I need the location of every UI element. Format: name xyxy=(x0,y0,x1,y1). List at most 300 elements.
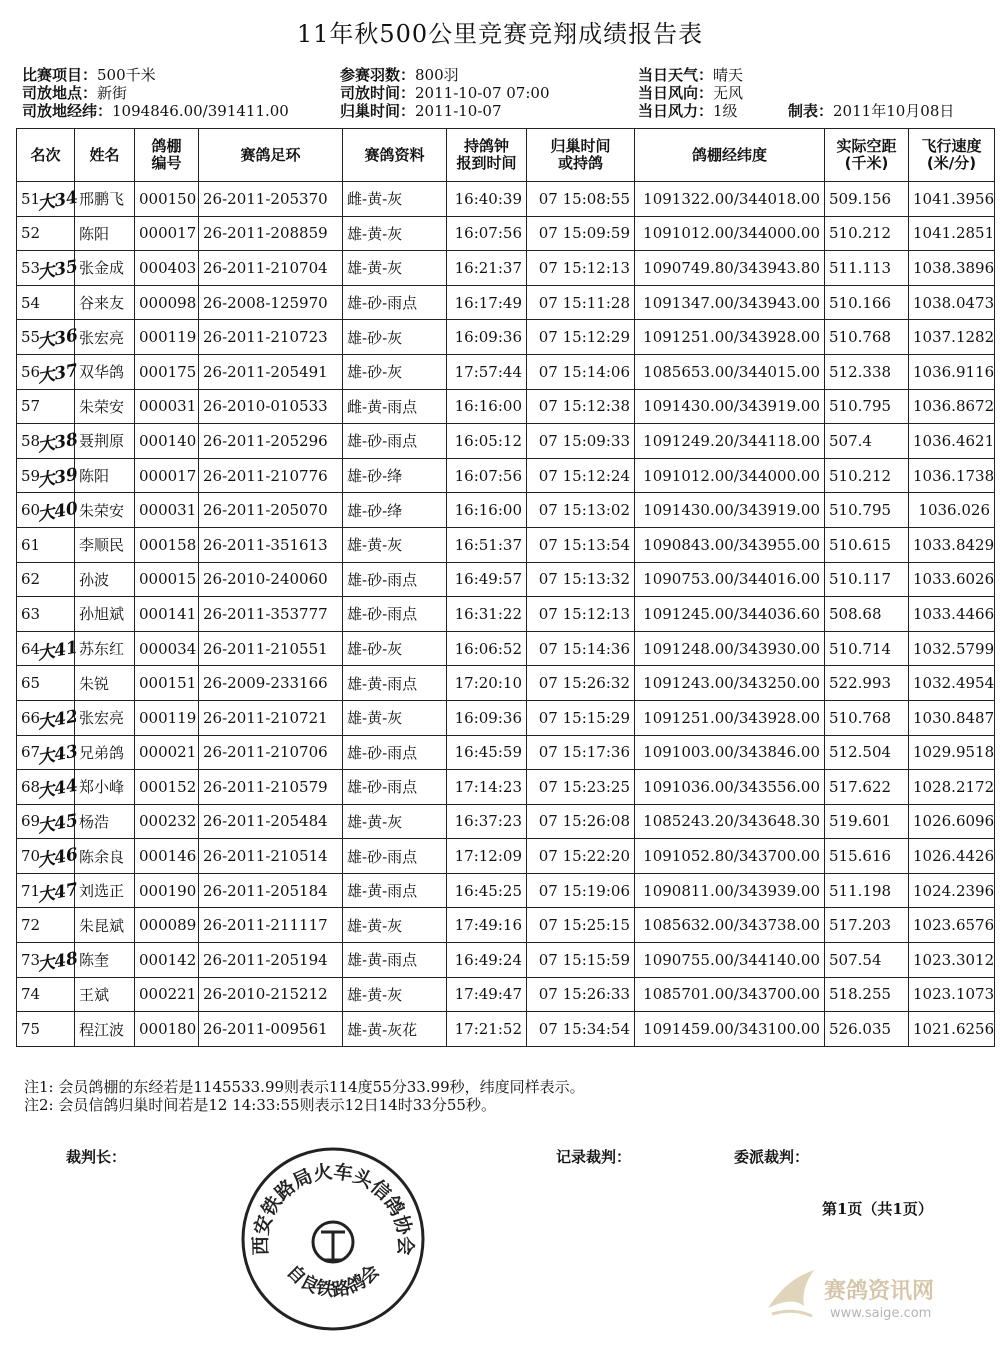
coords-cell: 1090843.00/343955.00 xyxy=(635,527,825,562)
ring-cell: 26-2011-009561 xyxy=(199,1012,343,1047)
table-row xyxy=(17,251,995,286)
rank-cell: 63 xyxy=(17,597,75,632)
name-cell: 孙旭斌 xyxy=(75,597,135,632)
loft-cell: 000031 xyxy=(135,389,199,424)
ring-cell: 26-2011-205491 xyxy=(199,354,343,389)
distance-cell: 510.795 xyxy=(825,493,909,528)
clock-cell: 16:05:12 xyxy=(447,424,527,459)
clock-cell: 17:49:16 xyxy=(447,908,527,943)
rank-cell: 65 xyxy=(17,666,75,701)
clock-cell: 16:16:00 xyxy=(447,493,527,528)
speed-cell: 1024.2396 xyxy=(909,873,995,908)
speed-cell: 1026.6096 xyxy=(909,804,995,839)
name-cell: 王斌 xyxy=(75,977,135,1012)
rank-cell: 68 大44 xyxy=(17,770,75,805)
rank-cell: 52 xyxy=(17,216,75,251)
speed-cell: 1038.0473 xyxy=(909,285,995,320)
loft-cell: 000190 xyxy=(135,873,199,908)
handwritten-mark: 大42 xyxy=(36,706,80,734)
speed-cell: 1036.9116 xyxy=(909,354,995,389)
ring-cell: 26-2011-210551 xyxy=(199,631,343,666)
info-cell: 雄-黄-雨点 xyxy=(343,666,447,701)
loft-cell: 000089 xyxy=(135,908,199,943)
table-row xyxy=(17,943,995,978)
coords-cell: 1090753.00/344016.00 xyxy=(635,562,825,597)
handwritten-mark: 大46 xyxy=(36,844,80,872)
name-cell: 苏东红 xyxy=(75,631,135,666)
speed-cell: 1033.6026 xyxy=(909,562,995,597)
coords-cell: 1090811.00/343939.00 xyxy=(635,873,825,908)
name-cell: 双华鸽 xyxy=(75,354,135,389)
info-cell: 雄-砂-雨点 xyxy=(343,285,447,320)
table-row xyxy=(17,182,995,217)
name-cell: 李顺民 xyxy=(75,527,135,562)
ring-cell: 26-2011-353777 xyxy=(199,597,343,632)
seal-bottom-text: 自良铁路鸽会 xyxy=(282,1260,384,1302)
clock-cell: 16:37:23 xyxy=(447,804,527,839)
table-row xyxy=(17,597,995,632)
return-cell: 07 15:19:06 xyxy=(527,873,635,908)
clock-cell: 16:45:25 xyxy=(447,873,527,908)
table-row xyxy=(17,1012,995,1047)
release-place: 司放地点：新街 xyxy=(22,84,128,102)
ring-cell: 26-2011-210706 xyxy=(199,735,343,770)
handwritten-mark: 大45 xyxy=(36,810,80,838)
clock-cell: 16:45:59 xyxy=(447,735,527,770)
info-cell: 雄-砂-雨点 xyxy=(343,597,447,632)
distance-cell: 507.54 xyxy=(825,943,909,978)
handwritten-mark: 大40 xyxy=(36,498,80,526)
rank-cell: 59 大39 xyxy=(17,458,75,493)
loft-cell: 000175 xyxy=(135,354,199,389)
handwritten-mark: 大39 xyxy=(36,464,80,492)
distance-cell: 510.768 xyxy=(825,700,909,735)
rank-cell: 54 xyxy=(17,285,75,320)
ring-cell: 26-2009-233166 xyxy=(199,666,343,701)
info-cell: 雄-黄-灰 xyxy=(343,977,447,1012)
col-clock: 持鸽钟 报到时间 xyxy=(447,129,527,182)
info-cell: 雄-黄-灰 xyxy=(343,216,447,251)
coords-cell: 1091012.00/344000.00 xyxy=(635,216,825,251)
wind-force: 当日风力：1级 xyxy=(638,102,738,120)
distance-cell: 518.255 xyxy=(825,977,909,1012)
ring-cell: 26-2011-205184 xyxy=(199,873,343,908)
ring-cell: 26-2010-240060 xyxy=(199,562,343,597)
speed-cell: 1036.1738 xyxy=(909,458,995,493)
name-cell: 刘选正 xyxy=(75,873,135,908)
table-row xyxy=(17,700,995,735)
info-cell: 雄-砂-灰 xyxy=(343,320,447,355)
distance-cell: 510.212 xyxy=(825,458,909,493)
rank-cell: 55 大36 xyxy=(17,320,75,355)
ring-cell: 26-2011-211117 xyxy=(199,908,343,943)
watermark-name: 赛鸽资讯网 xyxy=(824,1279,935,1304)
ring-cell: 26-2011-210776 xyxy=(199,458,343,493)
clock-cell: 17:21:52 xyxy=(447,1012,527,1047)
note-2: 注2: 会员信鸽归巢时间若是12 14:33:55则表示12日14时33分55秒。 xyxy=(24,1096,496,1114)
birds-count: 参赛羽数：800羽 xyxy=(340,66,459,84)
ring-cell: 26-2011-210579 xyxy=(199,770,343,805)
pigeon-logo-icon xyxy=(762,1262,822,1322)
speed-cell: 1037.1282 xyxy=(909,320,995,355)
distance-cell: 522.993 xyxy=(825,666,909,701)
speed-cell: 1032.5799 xyxy=(909,631,995,666)
clock-cell: 16:49:24 xyxy=(447,943,527,978)
return-cell: 07 15:15:59 xyxy=(527,943,635,978)
appointed-judge-label: 委派裁判： xyxy=(734,1148,810,1166)
return-cell: 07 15:34:54 xyxy=(527,1012,635,1047)
info-cell: 雄-砂-雨点 xyxy=(343,562,447,597)
name-cell: 张宏亮 xyxy=(75,320,135,355)
rank-cell: 72 xyxy=(17,908,75,943)
table-row xyxy=(17,216,995,251)
clock-cell: 16:21:37 xyxy=(447,251,527,286)
table-row xyxy=(17,562,995,597)
handwritten-mark: 大37 xyxy=(36,360,80,388)
return-cell: 07 15:14:06 xyxy=(527,354,635,389)
clock-cell: 17:49:47 xyxy=(447,977,527,1012)
coords-cell: 1091249.20/344118.00 xyxy=(635,424,825,459)
col-ring: 赛鸽足环 xyxy=(199,129,343,182)
watermark xyxy=(762,1262,962,1332)
clock-cell: 17:20:10 xyxy=(447,666,527,701)
loft-cell: 000015 xyxy=(135,562,199,597)
ring-cell: 26-2011-210723 xyxy=(199,320,343,355)
clock-cell: 16:07:56 xyxy=(447,216,527,251)
distance-cell: 517.203 xyxy=(825,908,909,943)
loft-cell: 000119 xyxy=(135,700,199,735)
handwritten-mark: 大47 xyxy=(36,879,80,907)
speed-cell: 1021.6256 xyxy=(909,1012,995,1047)
loft-cell: 000152 xyxy=(135,770,199,805)
table-row xyxy=(17,354,995,389)
return-cell: 07 15:23:25 xyxy=(527,770,635,805)
handwritten-mark: 大43 xyxy=(36,741,80,768)
coords-cell: 1090749.80/343943.80 xyxy=(635,251,825,286)
coords-cell: 1091243.00/343250.00 xyxy=(635,666,825,701)
speed-cell: 1038.3896 xyxy=(909,251,995,286)
return-cell: 07 15:13:02 xyxy=(527,493,635,528)
info-cell: 雄-黄-雨点 xyxy=(343,873,447,908)
handwritten-mark: 大38 xyxy=(36,429,80,457)
distance-cell: 509.156 xyxy=(825,182,909,217)
table-row xyxy=(17,389,995,424)
coords-cell: 1091245.00/344036.60 xyxy=(635,597,825,632)
table-row xyxy=(17,493,995,528)
table-row xyxy=(17,320,995,355)
col-info: 赛鸽资料 xyxy=(343,129,447,182)
return-cell: 07 15:14:36 xyxy=(527,631,635,666)
distance-cell: 510.117 xyxy=(825,562,909,597)
return-cell: 07 15:13:54 xyxy=(527,527,635,562)
loft-cell: 000021 xyxy=(135,735,199,770)
speed-cell: 1036.8672 xyxy=(909,389,995,424)
clock-cell: 16:17:49 xyxy=(447,285,527,320)
return-cell: 07 15:22:20 xyxy=(527,839,635,874)
name-cell: 兄弟鸽 xyxy=(75,735,135,770)
info-cell: 雄-砂-灰 xyxy=(343,631,447,666)
rank-cell: 51 大34 xyxy=(17,182,75,217)
coords-cell: 1091036.00/343556.00 xyxy=(635,770,825,805)
ring-cell: 26-2011-205296 xyxy=(199,424,343,459)
speed-cell: 1029.9518 xyxy=(909,735,995,770)
rank-cell: 61 xyxy=(17,527,75,562)
return-cell: 07 15:15:29 xyxy=(527,700,635,735)
return-time: 归巢时间：2011-10-07 xyxy=(340,102,502,120)
table-row xyxy=(17,977,995,1012)
loft-cell: 000142 xyxy=(135,943,199,978)
table-row xyxy=(17,631,995,666)
table-row xyxy=(17,908,995,943)
distance-cell: 510.768 xyxy=(825,320,909,355)
table-row xyxy=(17,839,995,874)
ring-cell: 26-2010-010533 xyxy=(199,389,343,424)
table-row xyxy=(17,285,995,320)
clock-cell: 16:06:52 xyxy=(447,631,527,666)
info-cell: 雄-黄-雨点 xyxy=(343,943,447,978)
made-date: 制表：2011年10月08日 xyxy=(788,102,955,120)
speed-cell: 1023.1073 xyxy=(909,977,995,1012)
return-cell: 07 15:11:28 xyxy=(527,285,635,320)
table-row xyxy=(17,770,995,805)
clock-cell: 16:09:36 xyxy=(447,320,527,355)
info-cell: 雄-黄-灰 xyxy=(343,908,447,943)
coords-cell: 1091251.00/343928.00 xyxy=(635,700,825,735)
return-cell: 07 15:26:33 xyxy=(527,977,635,1012)
notes xyxy=(24,1078,585,1114)
distance-cell: 519.601 xyxy=(825,804,909,839)
return-cell: 07 15:12:24 xyxy=(527,458,635,493)
results-table xyxy=(16,128,995,1047)
loft-cell: 000403 xyxy=(135,251,199,286)
distance-cell: 510.615 xyxy=(825,527,909,562)
speed-cell: 1036.4621 xyxy=(909,424,995,459)
speed-cell: 1041.3956 xyxy=(909,182,995,217)
loft-cell: 000150 xyxy=(135,182,199,217)
rank-cell: 58 大38 xyxy=(17,424,75,459)
clock-cell: 17:14:23 xyxy=(447,770,527,805)
ring-cell: 26-2011-205194 xyxy=(199,943,343,978)
info-cell: 雄-黄-灰花 xyxy=(343,1012,447,1047)
ring-cell: 26-2011-208859 xyxy=(199,216,343,251)
ring-cell: 26-2011-205070 xyxy=(199,493,343,528)
info-cell: 雌-黄-灰 xyxy=(343,182,447,217)
table-row xyxy=(17,527,995,562)
col-speed: 飞行速度 (米/分) xyxy=(909,129,995,182)
loft-cell: 000146 xyxy=(135,839,199,874)
distance-cell: 512.504 xyxy=(825,735,909,770)
speed-cell: 1036.026 xyxy=(909,493,995,528)
distance-cell: 512.338 xyxy=(825,354,909,389)
info-cell: 雄-黄-灰 xyxy=(343,804,447,839)
rank-cell: 56 大37 xyxy=(17,354,75,389)
name-cell: 郑小峰 xyxy=(75,770,135,805)
name-cell: 张金成 xyxy=(75,251,135,286)
loft-cell: 000098 xyxy=(135,285,199,320)
loft-cell: 000119 xyxy=(135,320,199,355)
distance-cell: 510.166 xyxy=(825,285,909,320)
note-1: 注1: 会员鸽棚的东经若是1145533.99则表示114度55分33.99秒，纬度同样表示。 xyxy=(24,1078,585,1096)
return-cell: 07 15:12:38 xyxy=(527,389,635,424)
return-cell: 07 15:12:29 xyxy=(527,320,635,355)
table-row xyxy=(17,666,995,701)
info-cell: 雄-黄-灰 xyxy=(343,700,447,735)
loft-cell: 000017 xyxy=(135,216,199,251)
return-cell: 07 15:09:59 xyxy=(527,216,635,251)
race-item: 比赛项目：500千米 xyxy=(22,66,156,84)
handwritten-mark: 大44 xyxy=(36,775,80,803)
handwritten-mark: 大48 xyxy=(36,948,80,976)
ring-cell: 26-2011-210514 xyxy=(199,839,343,874)
ring-cell: 26-2011-210704 xyxy=(199,251,343,286)
coords-cell: 1091251.00/343928.00 xyxy=(635,320,825,355)
return-cell: 07 15:08:55 xyxy=(527,182,635,217)
return-cell: 07 15:17:36 xyxy=(527,735,635,770)
association-seal xyxy=(240,1146,426,1332)
name-cell: 张宏亮 xyxy=(75,700,135,735)
distance-cell: 507.4 xyxy=(825,424,909,459)
col-return: 归巢时间 或持鸽 xyxy=(527,129,635,182)
name-cell: 杨浩 xyxy=(75,804,135,839)
distance-cell: 515.616 xyxy=(825,839,909,874)
clock-cell: 16:09:36 xyxy=(447,700,527,735)
coords-cell: 1091248.00/343930.00 xyxy=(635,631,825,666)
name-cell: 陈奎 xyxy=(75,943,135,978)
speed-cell: 1041.2851 xyxy=(909,216,995,251)
info-cell: 雄-黄-灰 xyxy=(343,251,447,286)
name-cell: 陈阳 xyxy=(75,458,135,493)
info-cell: 雄-砂-灰 xyxy=(343,354,447,389)
watermark-url: www.saige.com xyxy=(830,1306,932,1321)
info-cell: 雄-砂-绛 xyxy=(343,458,447,493)
name-cell: 陈阳 xyxy=(75,216,135,251)
rank-cell: 66 大42 xyxy=(17,700,75,735)
return-cell: 07 15:25:15 xyxy=(527,908,635,943)
distance-cell: 510.795 xyxy=(825,389,909,424)
coords-cell: 1085701.00/343700.00 xyxy=(635,977,825,1012)
coords-cell: 1085653.00/344015.00 xyxy=(635,354,825,389)
return-cell: 07 15:26:08 xyxy=(527,804,635,839)
loft-cell: 000180 xyxy=(135,1012,199,1047)
rank-cell: 53 大35 xyxy=(17,251,75,286)
speed-cell: 1030.8487 xyxy=(909,700,995,735)
loft-cell: 000017 xyxy=(135,458,199,493)
handwritten-mark: 大34 xyxy=(36,187,80,215)
release-time: 司放时间：2011-10-07 07:00 xyxy=(340,84,550,102)
name-cell: 孙波 xyxy=(75,562,135,597)
name-cell: 聂荆原 xyxy=(75,424,135,459)
ring-cell: 26-2011-351613 xyxy=(199,527,343,562)
coords-cell: 1085632.00/343738.00 xyxy=(635,908,825,943)
return-cell: 07 15:12:13 xyxy=(527,251,635,286)
speed-cell: 1033.8429 xyxy=(909,527,995,562)
loft-cell: 000221 xyxy=(135,977,199,1012)
loft-cell: 000232 xyxy=(135,804,199,839)
coords-cell: 1091430.00/343919.00 xyxy=(635,389,825,424)
railway-emblem-icon xyxy=(313,1222,353,1262)
race-info xyxy=(22,66,982,122)
coords-cell: 1091003.00/343846.00 xyxy=(635,735,825,770)
loft-cell: 000140 xyxy=(135,424,199,459)
rank-cell: 71 大47 xyxy=(17,873,75,908)
coords-cell: 1091322.00/344018.00 xyxy=(635,182,825,217)
handwritten-mark: 大41 xyxy=(36,637,80,665)
clock-cell: 16:31:22 xyxy=(447,597,527,632)
recorder-judge-label: 记录裁判： xyxy=(556,1148,632,1166)
return-cell: 07 15:13:32 xyxy=(527,562,635,597)
ring-cell: 26-2011-210721 xyxy=(199,700,343,735)
name-cell: 朱荣安 xyxy=(75,493,135,528)
rank-cell: 67 大43 xyxy=(17,735,75,770)
info-cell: 雄-黄-灰 xyxy=(343,527,447,562)
col-rank: 名次 xyxy=(17,129,75,182)
return-cell: 07 15:26:32 xyxy=(527,666,635,701)
rank-cell: 60 大40 xyxy=(17,493,75,528)
rank-cell: 64 大41 xyxy=(17,631,75,666)
coords-cell: 1091459.00/343100.00 xyxy=(635,1012,825,1047)
info-cell: 雄-砂-绛 xyxy=(343,493,447,528)
distance-cell: 510.212 xyxy=(825,216,909,251)
coords-cell: 1091012.00/344000.00 xyxy=(635,458,825,493)
chief-judge-label: 裁判长： xyxy=(66,1148,127,1166)
info-cell: 雄-砂-雨点 xyxy=(343,839,447,874)
speed-cell: 1023.6576 xyxy=(909,908,995,943)
loft-cell: 000151 xyxy=(135,666,199,701)
table-row xyxy=(17,735,995,770)
loft-cell: 000158 xyxy=(135,527,199,562)
return-cell: 07 15:09:33 xyxy=(527,424,635,459)
table-row xyxy=(17,873,995,908)
rank-cell: 69 大45 xyxy=(17,804,75,839)
rank-cell: 75 xyxy=(17,1012,75,1047)
coords-cell: 1091052.80/343700.00 xyxy=(635,839,825,874)
coords-cell: 1090755.00/344140.00 xyxy=(635,943,825,978)
loft-cell: 000031 xyxy=(135,493,199,528)
ring-cell: 26-2010-215212 xyxy=(199,977,343,1012)
info-cell: 雄-砂-雨点 xyxy=(343,735,447,770)
loft-cell: 000034 xyxy=(135,631,199,666)
clock-cell: 17:12:09 xyxy=(447,839,527,874)
coords-cell: 1091347.00/343943.00 xyxy=(635,285,825,320)
name-cell: 程江波 xyxy=(75,1012,135,1047)
clock-cell: 16:40:39 xyxy=(447,182,527,217)
col-distance: 实际空距 (千米) xyxy=(825,129,909,182)
page-number: 第1页（共1页） xyxy=(822,1200,933,1218)
distance-cell: 511.113 xyxy=(825,251,909,286)
speed-cell: 1033.4466 xyxy=(909,597,995,632)
name-cell: 陈余良 xyxy=(75,839,135,874)
distance-cell: 510.714 xyxy=(825,631,909,666)
distance-cell: 517.622 xyxy=(825,770,909,805)
ring-cell: 26-2011-205484 xyxy=(199,804,343,839)
seal-top-text: 西安铁路局火车头信鸽协会 xyxy=(249,1160,417,1256)
clock-cell: 16:16:00 xyxy=(447,389,527,424)
rank-cell: 73 大48 xyxy=(17,943,75,978)
info-cell: 雌-黄-雨点 xyxy=(343,389,447,424)
table-row xyxy=(17,424,995,459)
speed-cell: 1023.3012 xyxy=(909,943,995,978)
name-cell: 朱昆斌 xyxy=(75,908,135,943)
ring-cell: 26-2011-205370 xyxy=(199,182,343,217)
rank-cell: 74 xyxy=(17,977,75,1012)
svg-text:自良铁路鸽会 xyxy=(282,1260,383,1301)
name-cell: 邢鹏飞 xyxy=(75,182,135,217)
handwritten-mark: 大36 xyxy=(36,325,80,353)
return-cell: 07 15:12:13 xyxy=(527,597,635,632)
page-title: 11年秋500公里竞赛竞翔成绩报告表 xyxy=(296,20,704,48)
rank-cell: 70 大46 xyxy=(17,839,75,874)
speed-cell: 1026.4426 xyxy=(909,839,995,874)
